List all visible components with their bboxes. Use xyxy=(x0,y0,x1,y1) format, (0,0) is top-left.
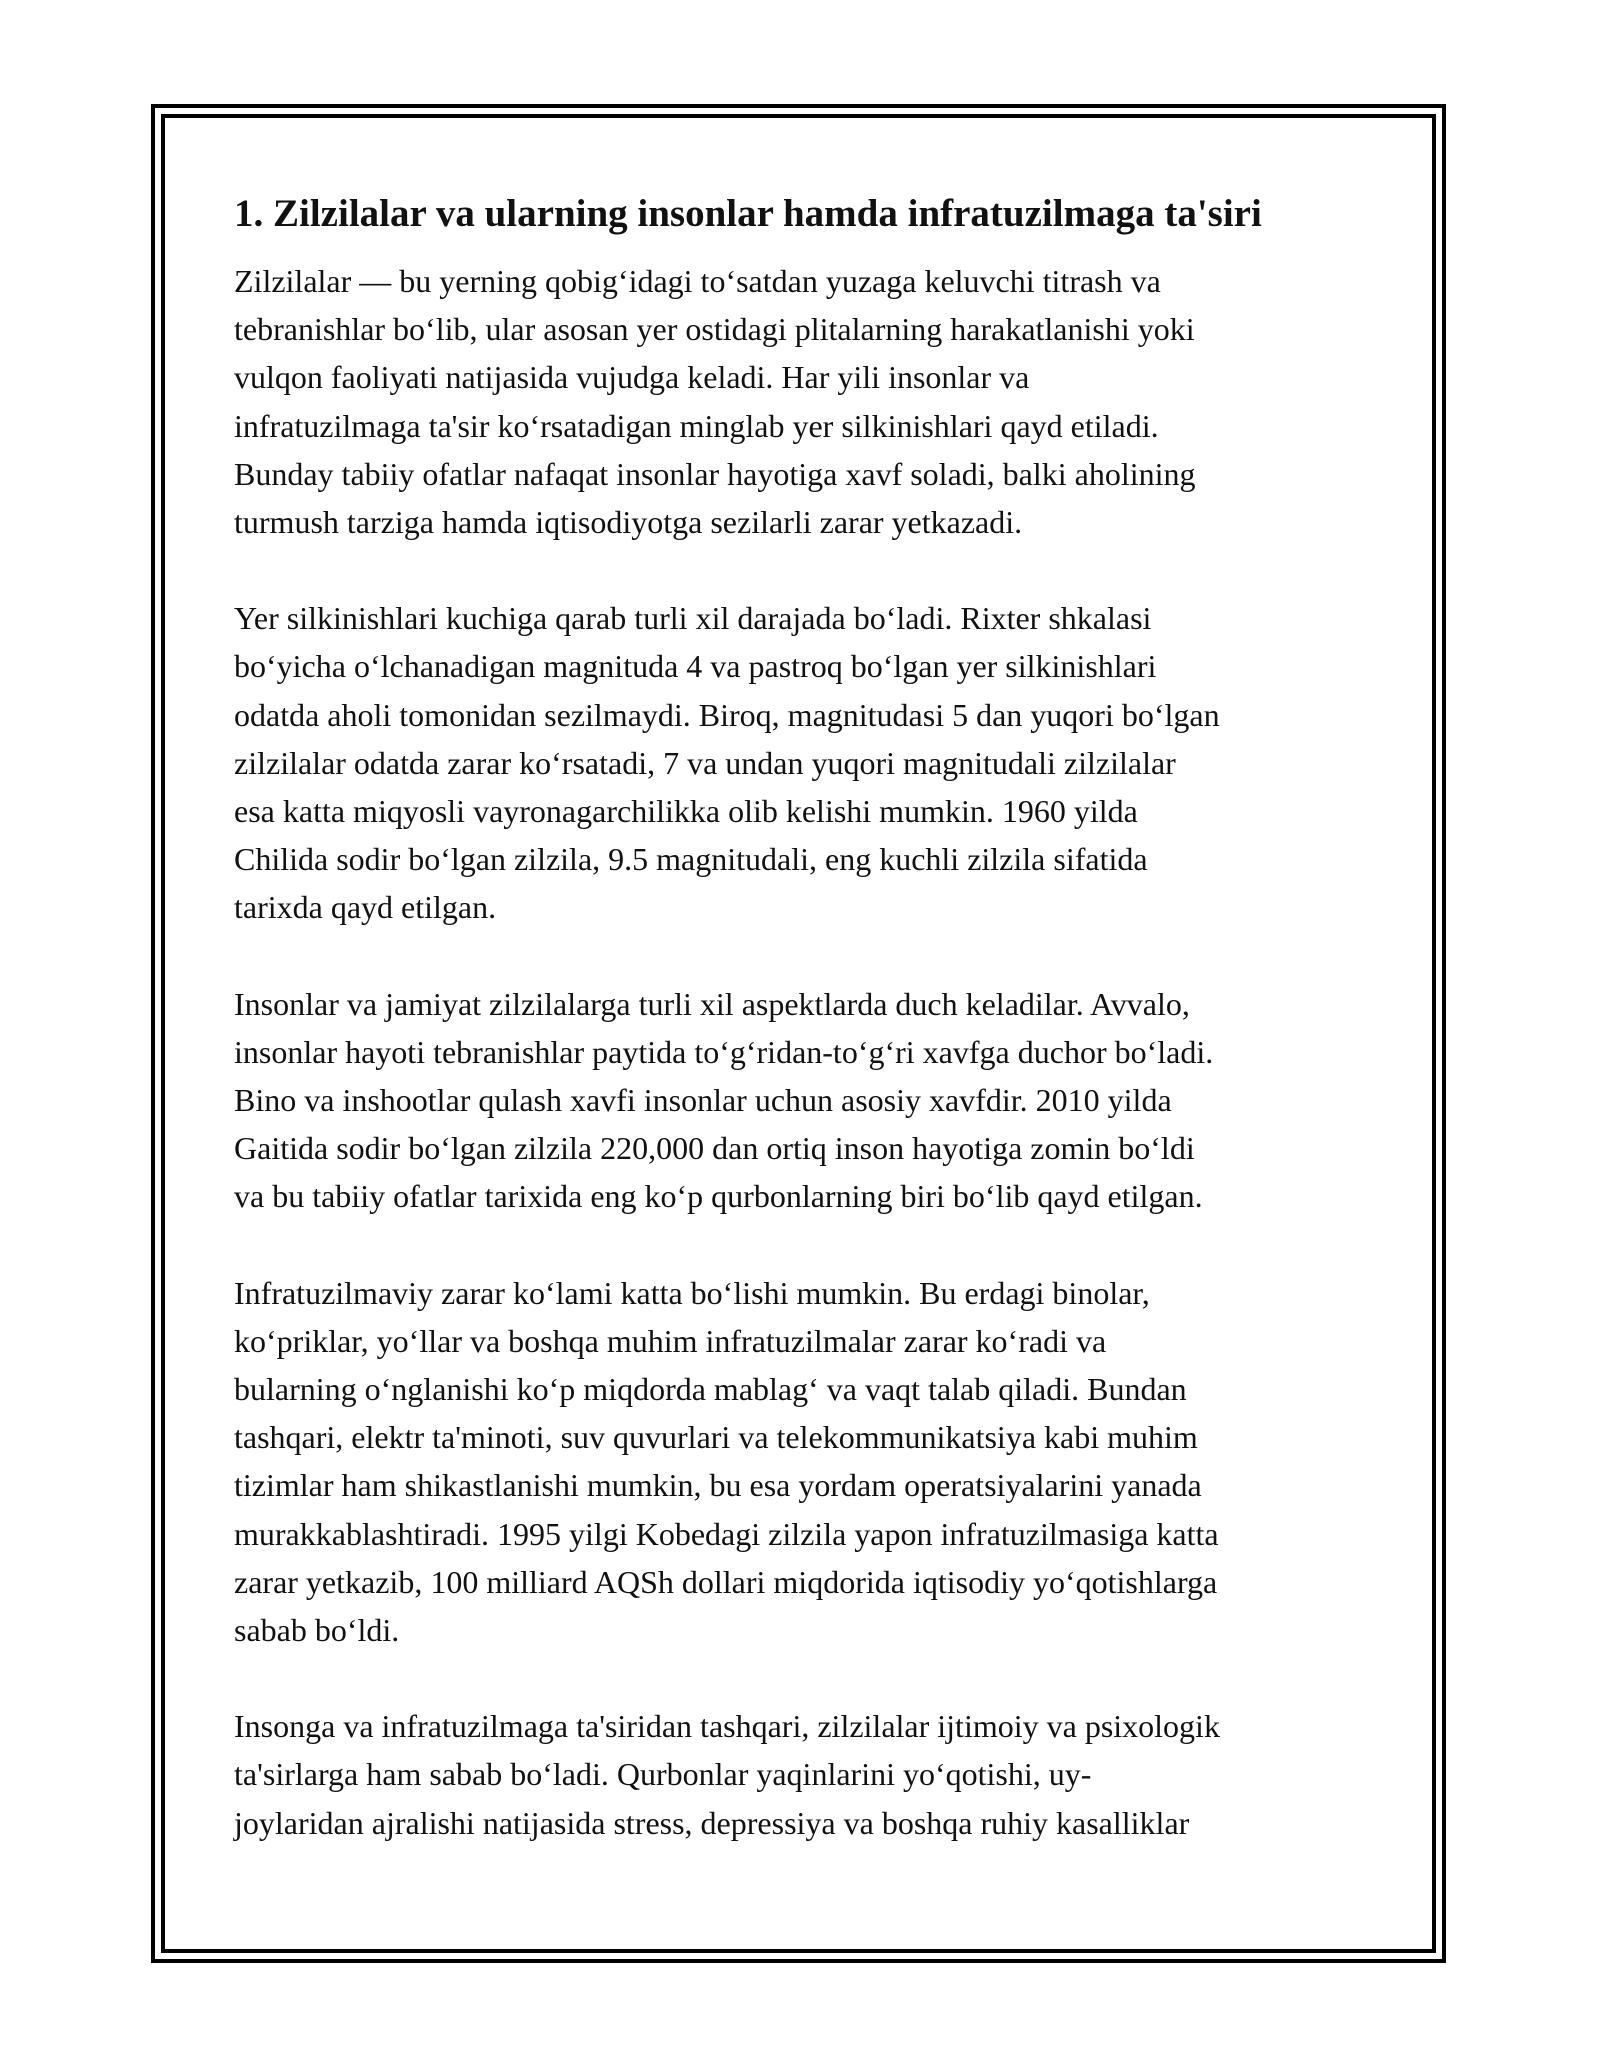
text-line: zilzilalar odatda zarar ko‘rsatadi, 7 va undan yuqori magnitudali zilzilalar xyxy=(234,744,1176,781)
text-line: tebranishlar bo‘lib, ular asosan yer ostidagi plitalarning harakatlanishi yoki xyxy=(234,311,1195,348)
text-line: tizimlar ham shikastlanishi mumkin, bu esa yordam operatsiyalarini yanada xyxy=(234,1467,1202,1504)
text-line: ta'sirlarga ham sabab bo‘ladi. Qurbonlar yaqinlarini yo‘qotishi, uy- xyxy=(234,1756,1092,1793)
text-line: infratuzilmaga ta'sir ko‘rsatadigan minglab yer silkinishlari qayd etiladi. xyxy=(234,407,1159,444)
text-line: vulqon faoliyati natijasida vujudga keladi. Har yili insonlar va xyxy=(234,359,1030,396)
text-line: Insonga va infratuzilmaga ta'siridan tashqari, zilzilalar ijtimoiy va psixologik xyxy=(234,1708,1220,1745)
text-line: odatda aholi tomonidan sezilmaydi. Biroq, magnitudasi 5 dan yuqori bo‘lgan xyxy=(234,696,1220,733)
paragraph-5 xyxy=(234,1702,1374,1847)
text-line: Bunday tabiiy ofatlar nafaqat insonlar hayotiga xavf soladi, balki aholining xyxy=(234,455,1196,492)
text-line: bularning o‘nglanishi ko‘p miqdorda mablag‘ va vaqt talab qiladi. Bundan xyxy=(234,1371,1187,1408)
text-line: murakkablashtiradi. 1995 yilgi Kobedagi zilzila yapon infratuzilmasiga katta xyxy=(234,1515,1219,1552)
paragraph-4 xyxy=(234,1269,1374,1655)
text-line: turmush tarziga hamda iqtisodiyotga sezilarli zarar yetkazadi. xyxy=(234,504,1023,541)
text-line: Chilida sodir bo‘lgan zilzila, 9.5 magnitudali, eng kuchli zilzila sifatida xyxy=(234,841,1148,878)
text-line: Yer silkinishlari kuchiga qarab turli xil darajada bo‘ladi. Rixter shkalasi xyxy=(234,600,1152,637)
text-line: insonlar hayoti tebranishlar paytida to‘g‘ridan-to‘g‘ri xavfga duchor bo‘ladi. xyxy=(234,1033,1214,1070)
text-line: Insonlar va jamiyat zilzilalarga turli xil aspektlarda duch keladilar. Avvalo, xyxy=(234,985,1190,1022)
text-line: Infratuzilmaviy zarar ko‘lami katta bo‘lishi mumkin. Bu erdagi binolar, xyxy=(234,1274,1150,1311)
paragraph-2 xyxy=(234,594,1374,931)
text-line: va bu tabiiy ofatlar tarixida eng ko‘p qurbonlarning biri bo‘lib qayd etilgan. xyxy=(234,1178,1203,1215)
text-line: Gaitida sodir bo‘lgan zilzila 220,000 dan ortiq inson hayotiga zomin bo‘ldi xyxy=(234,1130,1195,1167)
text-line: tarixda qayd etilgan. xyxy=(234,889,497,926)
text-line: tashqari, elektr ta'minoti, suv quvurlari va telekommunikatsiya kabi muhim xyxy=(234,1419,1198,1456)
text-line: sabab bo‘ldi. xyxy=(234,1612,400,1649)
text-line: Zilzilalar — bu yerning qobig‘idagi to‘satdan yuzaga keluvchi titrash va xyxy=(234,263,1161,299)
text-line: Bino va inshootlar qulash xavfi insonlar uchun asosiy xavfdir. 2010 yilda xyxy=(234,1082,1172,1119)
paragraph-1 xyxy=(234,257,1374,546)
text-line: bo‘yicha o‘lchanadigan magnituda 4 va pastroq bo‘lgan yer silkinishlari xyxy=(234,648,1157,685)
text-line: ko‘priklar, yo‘llar va boshqa muhim infratuzilmalar zarar ko‘radi va xyxy=(234,1322,1107,1359)
document-body xyxy=(234,185,1374,1895)
section-heading: 1. Zilzilalar va ularning insonlar hamda infratuzilmaga ta'siri xyxy=(234,192,1262,235)
text-line: zarar yetkazib, 100 milliard AQSh dollari miqdorida iqtisodiy yo‘qotishlarga xyxy=(234,1563,1218,1600)
text-line: esa katta miqyosli vayronagarchilikka olib kelishi mumkin. 1960 yilda xyxy=(234,793,1138,830)
paragraph-3 xyxy=(234,980,1374,1221)
text-line: joylaridan ajralishi natijasida stress, depressiya va boshqa ruhiy kasalliklar xyxy=(234,1804,1190,1841)
